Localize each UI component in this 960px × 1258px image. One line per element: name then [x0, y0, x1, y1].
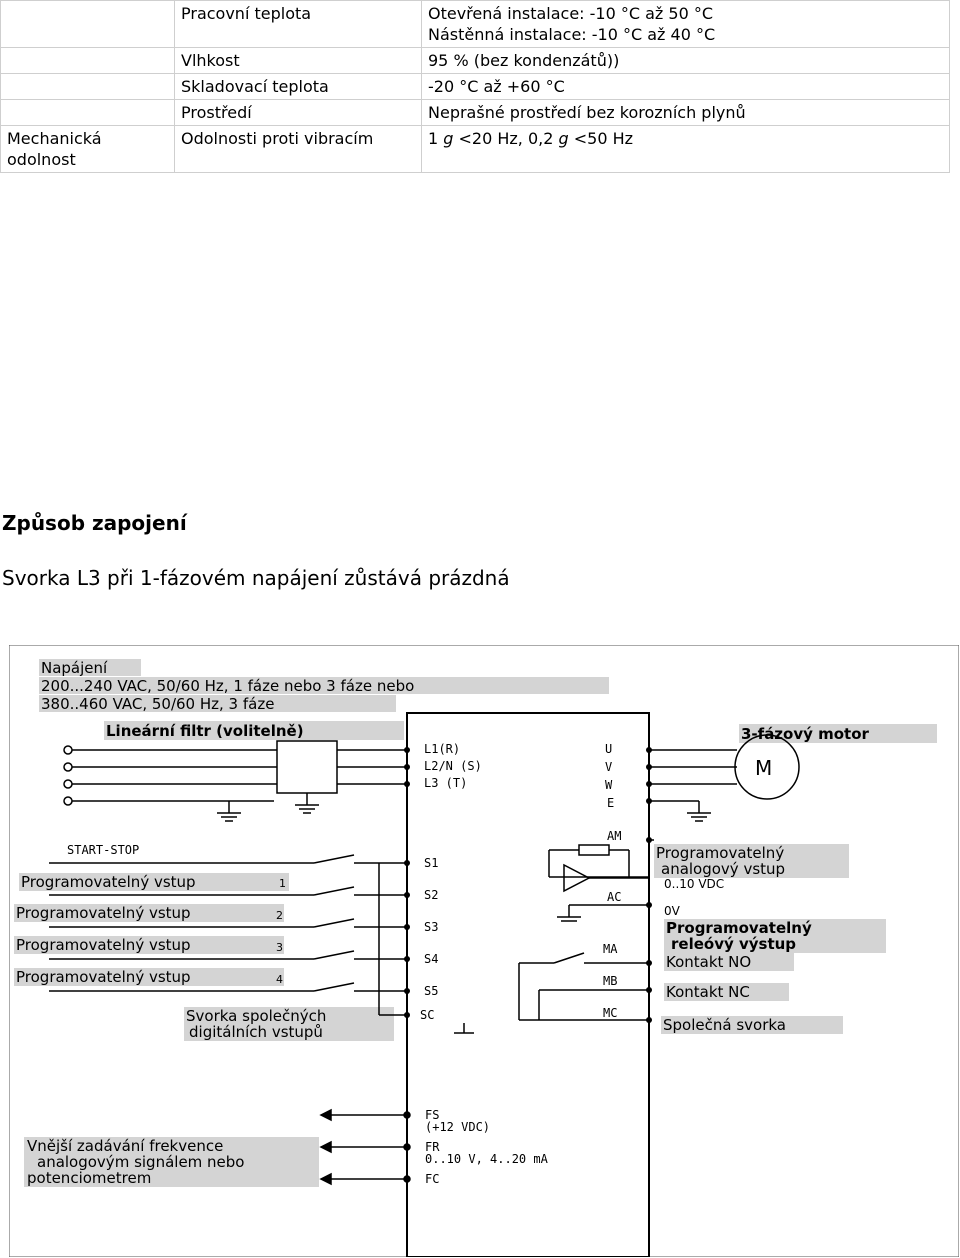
group-line: odolnost	[7, 150, 76, 169]
group-cell	[1, 126, 175, 173]
terminal-label: U	[605, 742, 613, 756]
prog-input-number: 4	[276, 973, 283, 986]
prog-input-label: Programovatelný vstup	[16, 936, 191, 954]
analog-label-line-1: Programovatelný	[656, 844, 785, 862]
value-cell: Neprašné prostředí bez korozních plynů	[422, 100, 950, 126]
section-heading: Způsob zapojení	[2, 511, 187, 535]
wiring-diagram	[9, 645, 959, 1257]
terminal-label: S5	[424, 984, 439, 998]
terminal-label: S2	[424, 888, 439, 902]
group-cell	[1, 100, 175, 126]
analog-zero: 0V	[664, 904, 680, 918]
specification-table	[0, 0, 950, 173]
group-cell	[1, 74, 175, 100]
terminal-label: AC	[607, 890, 622, 904]
terminal-label: V	[605, 760, 613, 774]
terminal-label: S1	[424, 856, 439, 870]
table-row	[1, 100, 950, 126]
start-stop-label: START-STOP	[67, 843, 140, 857]
table-row	[1, 74, 950, 100]
terminal-label: FR	[425, 1140, 440, 1154]
common-digital-line-2: digitálních vstupů	[189, 1023, 323, 1041]
prog-input-label: Programovatelný vstup	[16, 904, 191, 922]
relay-label-line-1: Programovatelný	[666, 919, 812, 937]
param-cell: Prostředí	[175, 100, 422, 126]
filter-label: Lineární filtr (volitelně)	[106, 722, 304, 740]
terminal-label: L2/N (S)	[424, 759, 482, 773]
relay-label-line-2: releóvý výstup	[671, 935, 797, 953]
value-cell: 95 % (bez kondenzátů))	[422, 48, 950, 74]
analog-label-line-2: analogový vstup	[661, 860, 786, 878]
terminal-label: FS	[425, 1108, 440, 1122]
motor-symbol: M	[755, 756, 773, 780]
analog-range: 0..10 VDC	[664, 877, 725, 891]
terminal-label: 0..10 V, 4..20 mA	[425, 1152, 548, 1166]
value-part: <20 Hz, 0,2	[453, 129, 559, 148]
terminal-label: L1(R)	[424, 742, 461, 756]
terminal-label: MC	[603, 1006, 618, 1020]
prog-input-label: Programovatelný vstup	[21, 873, 196, 891]
table-row	[1, 1, 950, 48]
common-terminal-label: Společná svorka	[663, 1016, 786, 1034]
value-unit-g: g	[558, 129, 569, 148]
terminal-label: FC	[425, 1172, 440, 1186]
note-text: Svorka L3 při 1-fázovém napájení zůstává prázdná	[2, 566, 510, 590]
prog-input-label: Programovatelný vstup	[16, 968, 191, 986]
power-title: Napájení	[41, 659, 108, 677]
prog-input-number: 2	[276, 909, 283, 922]
contact-no-label: Kontakt NO	[666, 953, 752, 971]
group-line: Mechanická	[7, 129, 102, 148]
param-cell: Odolnosti proti vibracím	[175, 126, 422, 173]
prog-input-number: 1	[279, 877, 286, 890]
motor-label: 3-fázový motor	[741, 725, 869, 743]
value-line: Otevřená instalace: -10 °C až 50 °C	[428, 4, 714, 23]
terminal-label: E	[607, 796, 615, 810]
common-digital-line-1: Svorka společných	[186, 1007, 327, 1025]
terminal-label: MA	[603, 942, 618, 956]
param-cell: Pracovní teplota	[175, 1, 422, 48]
ext-freq-line-3: potenciometrem	[27, 1169, 152, 1187]
ext-freq-line-2: analogovým signálem nebo	[37, 1153, 245, 1171]
group-cell	[1, 48, 175, 74]
value-cell: -20 °C až +60 °C	[422, 74, 950, 100]
ext-freq-line-1: Vnější zadávání frekvence	[27, 1137, 224, 1155]
terminal-label: AM	[607, 829, 622, 843]
value-unit-g: g	[443, 129, 454, 148]
terminal-label: (+12 VDC)	[425, 1120, 491, 1134]
table-row	[1, 126, 950, 173]
power-spec-line-1: 200...240 VAC, 50/60 Hz, 1 fáze nebo 3 fáze nebo	[41, 677, 415, 695]
terminal-label: S3	[424, 920, 439, 934]
value-part: 1	[428, 129, 444, 148]
value-cell	[422, 126, 950, 173]
value-cell	[422, 1, 950, 48]
terminal-label: S4	[424, 952, 439, 966]
prog-input-number: 3	[276, 941, 283, 954]
terminal-label: W	[605, 778, 613, 792]
contact-nc-label: Kontakt NC	[666, 983, 750, 1001]
param-cell: Skladovací teplota	[175, 74, 422, 100]
terminal-label: MB	[603, 974, 618, 988]
value-part: <50 Hz	[568, 129, 634, 148]
terminal-label: SC	[420, 1008, 435, 1022]
terminal-label: L3 (T)	[424, 776, 468, 790]
group-cell	[1, 1, 175, 48]
power-spec-line-2: 380..460 VAC, 50/60 Hz, 3 fáze	[41, 695, 275, 713]
param-cell: Vlhkost	[175, 48, 422, 74]
value-line: Nástěnná instalace: -10 °C až 40 °C	[428, 25, 716, 44]
table-row	[1, 48, 950, 74]
